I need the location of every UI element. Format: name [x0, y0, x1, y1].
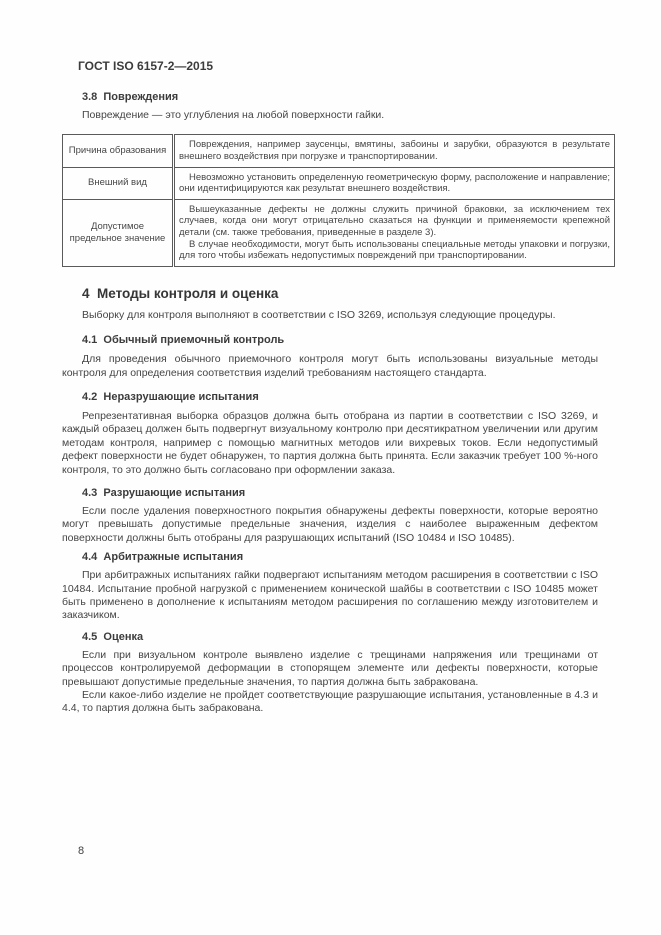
table-row-limit — [63, 199, 615, 266]
section-4-4-heading: 4.4 Арбитражные испытания — [82, 551, 244, 564]
section-4-5-heading: 4.5 Оценка — [82, 630, 144, 643]
running-header: ГОСТ ISO 6157-2—2015 — [78, 59, 214, 73]
section-4-2-heading: 4.2 Неразрушающие испытания — [82, 390, 259, 403]
table-cell-cause-label: Причина образования — [63, 135, 174, 167]
section-4-5-paragraph: Если какое-либо изделие не пройдет соответствующие разрушающие испытания, установленные в 4.3 и 4.4, то партия должна быть забракована. — [62, 689, 598, 715]
section-4-heading: 4 Методы контроля и оценка — [82, 285, 279, 301]
table-cell-paragraph: В случае необходимости, могут быть использованы специальные методы упаковки и погрузки, для того чтобы избежать недопустимых повреждений при транспортировании. — [179, 238, 610, 262]
table-cell-appearance-label: Внешний вид — [63, 167, 174, 199]
table-cell-paragraph: Вышеуказанные дефекты не должны служить причиной браковки, за исключением тех случаев, когда они могут отрицательно сказаться на функции и применяемости крепежной детали (см. также требования, приведенные в разделе 3). — [179, 203, 610, 238]
section-3-8-heading: 3.8 Повреждения — [82, 91, 179, 103]
table-cell-appearance-value — [174, 167, 615, 199]
table-row-appearance — [63, 167, 615, 199]
section-4-3-heading: 4.3 Разрушающие испытания — [82, 487, 246, 499]
section-4-intro-paragraph: Выборку для контроля выполняют в соответствии с ISO 3269, используя следующие процедуры. — [82, 308, 556, 321]
section-4-5-paragraph: Если при визуальном контроле выявлено изделие с трещинами напряжения или трещинами от процессов контролируемой деформации в стопорящем элементе или дефекты поверхности, которые превышают допустимые предельные значения, то партия должна быть забракована. — [62, 648, 598, 688]
table-cell-paragraph: Повреждения, например заусенцы, вмятины, забоины и зарубки, образуются в результате внешнего воздействия при погрузке и транспортировании. — [179, 139, 610, 162]
section-4-3-paragraph: Если после удаления поверхностного покрытия обнаружены дефекты поверхности, которые вероятно могут превышать допустимые предельные значения, изделия с наиболее выраженным дефектом поверхности должны быть отобраны для разрушающих испытаний (ISO 10484 и ISO 10485). — [62, 505, 598, 544]
section-4-4-paragraph: При арбитражных испытаниях гайки подвергают испытаниям методом расширения в соответствии с ISO 10484. Испытание пробной нагрузкой с применением конической шайбы в соответствии с ISO 10485 может быть применено в дополнение к испытаниям методом расширения по соглашению между изготовителем и заказчиком. — [62, 569, 598, 622]
section-4-1-paragraph: Для проведения обычного приемочного контроля могут быть использованы визуальные методы контроля для определения соответствия изделий требованиям настоящего стандарта. — [62, 353, 598, 379]
table-row-cause — [63, 135, 615, 167]
table-cell-cause-value — [174, 135, 615, 167]
section-4-1-heading: 4.1 Обычный приемочный контроль — [82, 334, 285, 347]
section-4-2-paragraph: Репрезентативная выборка образцов должна быть отобрана из партии в соответствии с ISO 3269, и каждый образец должен быть подвергнут визуальному контролю при десятикратном увеличении или другим методам контроля, например с помощью магнитных методов или вихревых токов. Если недопустимый дефект поверхности не будет обнаружен, то партия должна быть принята. Если заказчик требует 100 %-ного контроля, то это должно быть согласовано при оформлении заказа. — [62, 409, 598, 476]
section-3-8-paragraph: Повреждение — это углубления на любой поверхности гайки. — [82, 109, 385, 121]
damage-properties-table — [62, 134, 615, 266]
page-content — [62, 88, 610, 716]
table-cell-limit-label: Допустимое предельное значение — [63, 199, 174, 266]
table-cell-limit-value — [174, 199, 615, 266]
page-number: 8 — [78, 845, 85, 857]
table-cell-paragraph: Невозможно установить определенную геометрическую форму, расположение и направление; они идентифицируются как результат внешнего воздействия. — [179, 171, 610, 195]
